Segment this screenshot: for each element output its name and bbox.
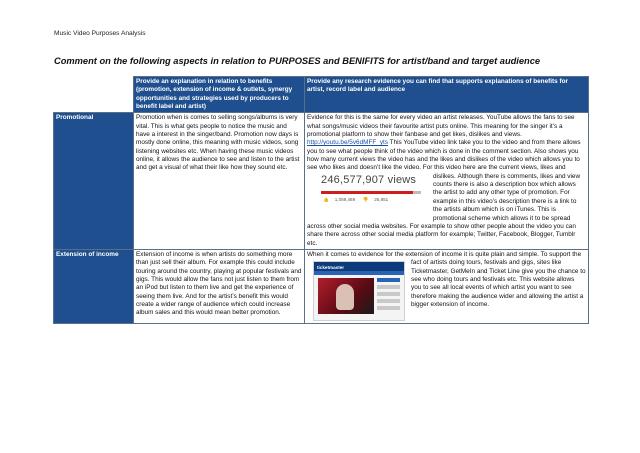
thumbs-up-icon: 👍 xyxy=(323,196,329,202)
table-row xyxy=(54,249,589,323)
youtube-view-counter-image xyxy=(319,174,427,214)
promotional-evidence xyxy=(305,113,589,250)
table-header-row xyxy=(54,77,589,113)
income-evidence-wrap: Ticketmaster, GetMeIn and Ticket Line give you the chance to see who doing tours and festivals etc. This website allows you to see all local events of which artist you want to see therefore making the audience wider and allowing the artist a bigger extension of income. xyxy=(411,267,586,308)
thumbs-down-icon: 👎 xyxy=(362,196,369,202)
blank-header-cell xyxy=(54,77,134,113)
row-label-promotional: Promotional xyxy=(54,113,134,250)
evidence-text-continued: This YouTube video link take you to the video and from there allows you to see what people think of the video which is done in the comment section. Also shows you how many current views the video has and the likes and dislikes of the video which allows you to see who likes and doesn’t like the video. For this video here are the current views, likes and dislikes. xyxy=(307,139,581,180)
sidebar-listings xyxy=(377,278,400,314)
evidence-text-wrap: Although there is comments, likes and view counts there is also a description box which allows the artist to add any other type of promotion. For example in this video’s description there is a link to the artists album which is on iTunes. This is promotional scheme which allows it to be spread across other social media websites. For example to show other people about the video you can share there across other social media platform for example; Twitter, Facebook, Blogger, Tumblr etc. xyxy=(307,172,581,247)
income-evidence xyxy=(305,249,589,323)
analysis-table xyxy=(53,76,589,324)
dislike-count: 26,851 xyxy=(374,196,389,202)
youtube-video-link[interactable]: http://youtu.be/5v6dMFF_yts xyxy=(307,139,388,147)
row-label-extension-of-income: Extension of income xyxy=(54,249,134,323)
income-evidence-intro: When it comes to evidence for the extension of income it is quite plain and simple. To support the fact of artists doing tours, festivals and gigs, sites like xyxy=(307,250,582,267)
ticketmaster-logo: ticketmaster xyxy=(317,265,345,271)
income-explanation: Extension of income is when artists do something more than just sell their album. For example this could include touring around the country, playing at popular festivals and gigs. This would allow the fans not just listen to them from an iPod but listen to them live and get the experience of seeing them live. And for the artist’s benefit this would create a wider range of audience which could increase album sales and this would mean better promotion. xyxy=(134,249,305,323)
evidence-text-intro: Evidence for this is the same for every video an artist releases. YouTube allows the fans to see what songs/music videos their favourite artist puts online. This meaning for the singer it’s a promotional platform to show their fanbase and get likes, dislikes and views. xyxy=(307,114,575,139)
like-count: 1,059,469 xyxy=(334,196,356,202)
dislike-portion xyxy=(413,191,421,194)
explanation-header: Provide an explanation in relation to benefits (promotion, extension of income & outlets, synergy opportunities and strategies used by producers to benefit label and artist) xyxy=(134,77,305,113)
table-row xyxy=(54,113,589,250)
like-dislike-counts xyxy=(323,196,394,204)
featured-artist-banner xyxy=(318,278,374,314)
promotional-explanation: Promotion when is comes to selling songs/albums is very vital. This is what gets people to notice the music and have a interest in the singer/band. Promotion now days is mostly done online, this meaning with music videos, song listening websites etc. When having these music videos online, it allows the audience to see and listen to the artist and get a visual of what their like how they sound etc. xyxy=(134,113,305,250)
page-subtitle: Comment on the following aspects in relation to PURPOSES and BENIFITS for artist/band and target audience xyxy=(54,56,541,66)
evidence-header: Provide any research evidence you can find that supports explanations of benefits for artist, record label and audience xyxy=(305,77,589,113)
view-count: 246,577,907 views xyxy=(321,173,417,186)
document-header: Music Video Purposes Analysis xyxy=(54,30,146,37)
like-ratio-bar xyxy=(321,191,421,194)
ticketmaster-screenshot-image xyxy=(313,261,405,321)
